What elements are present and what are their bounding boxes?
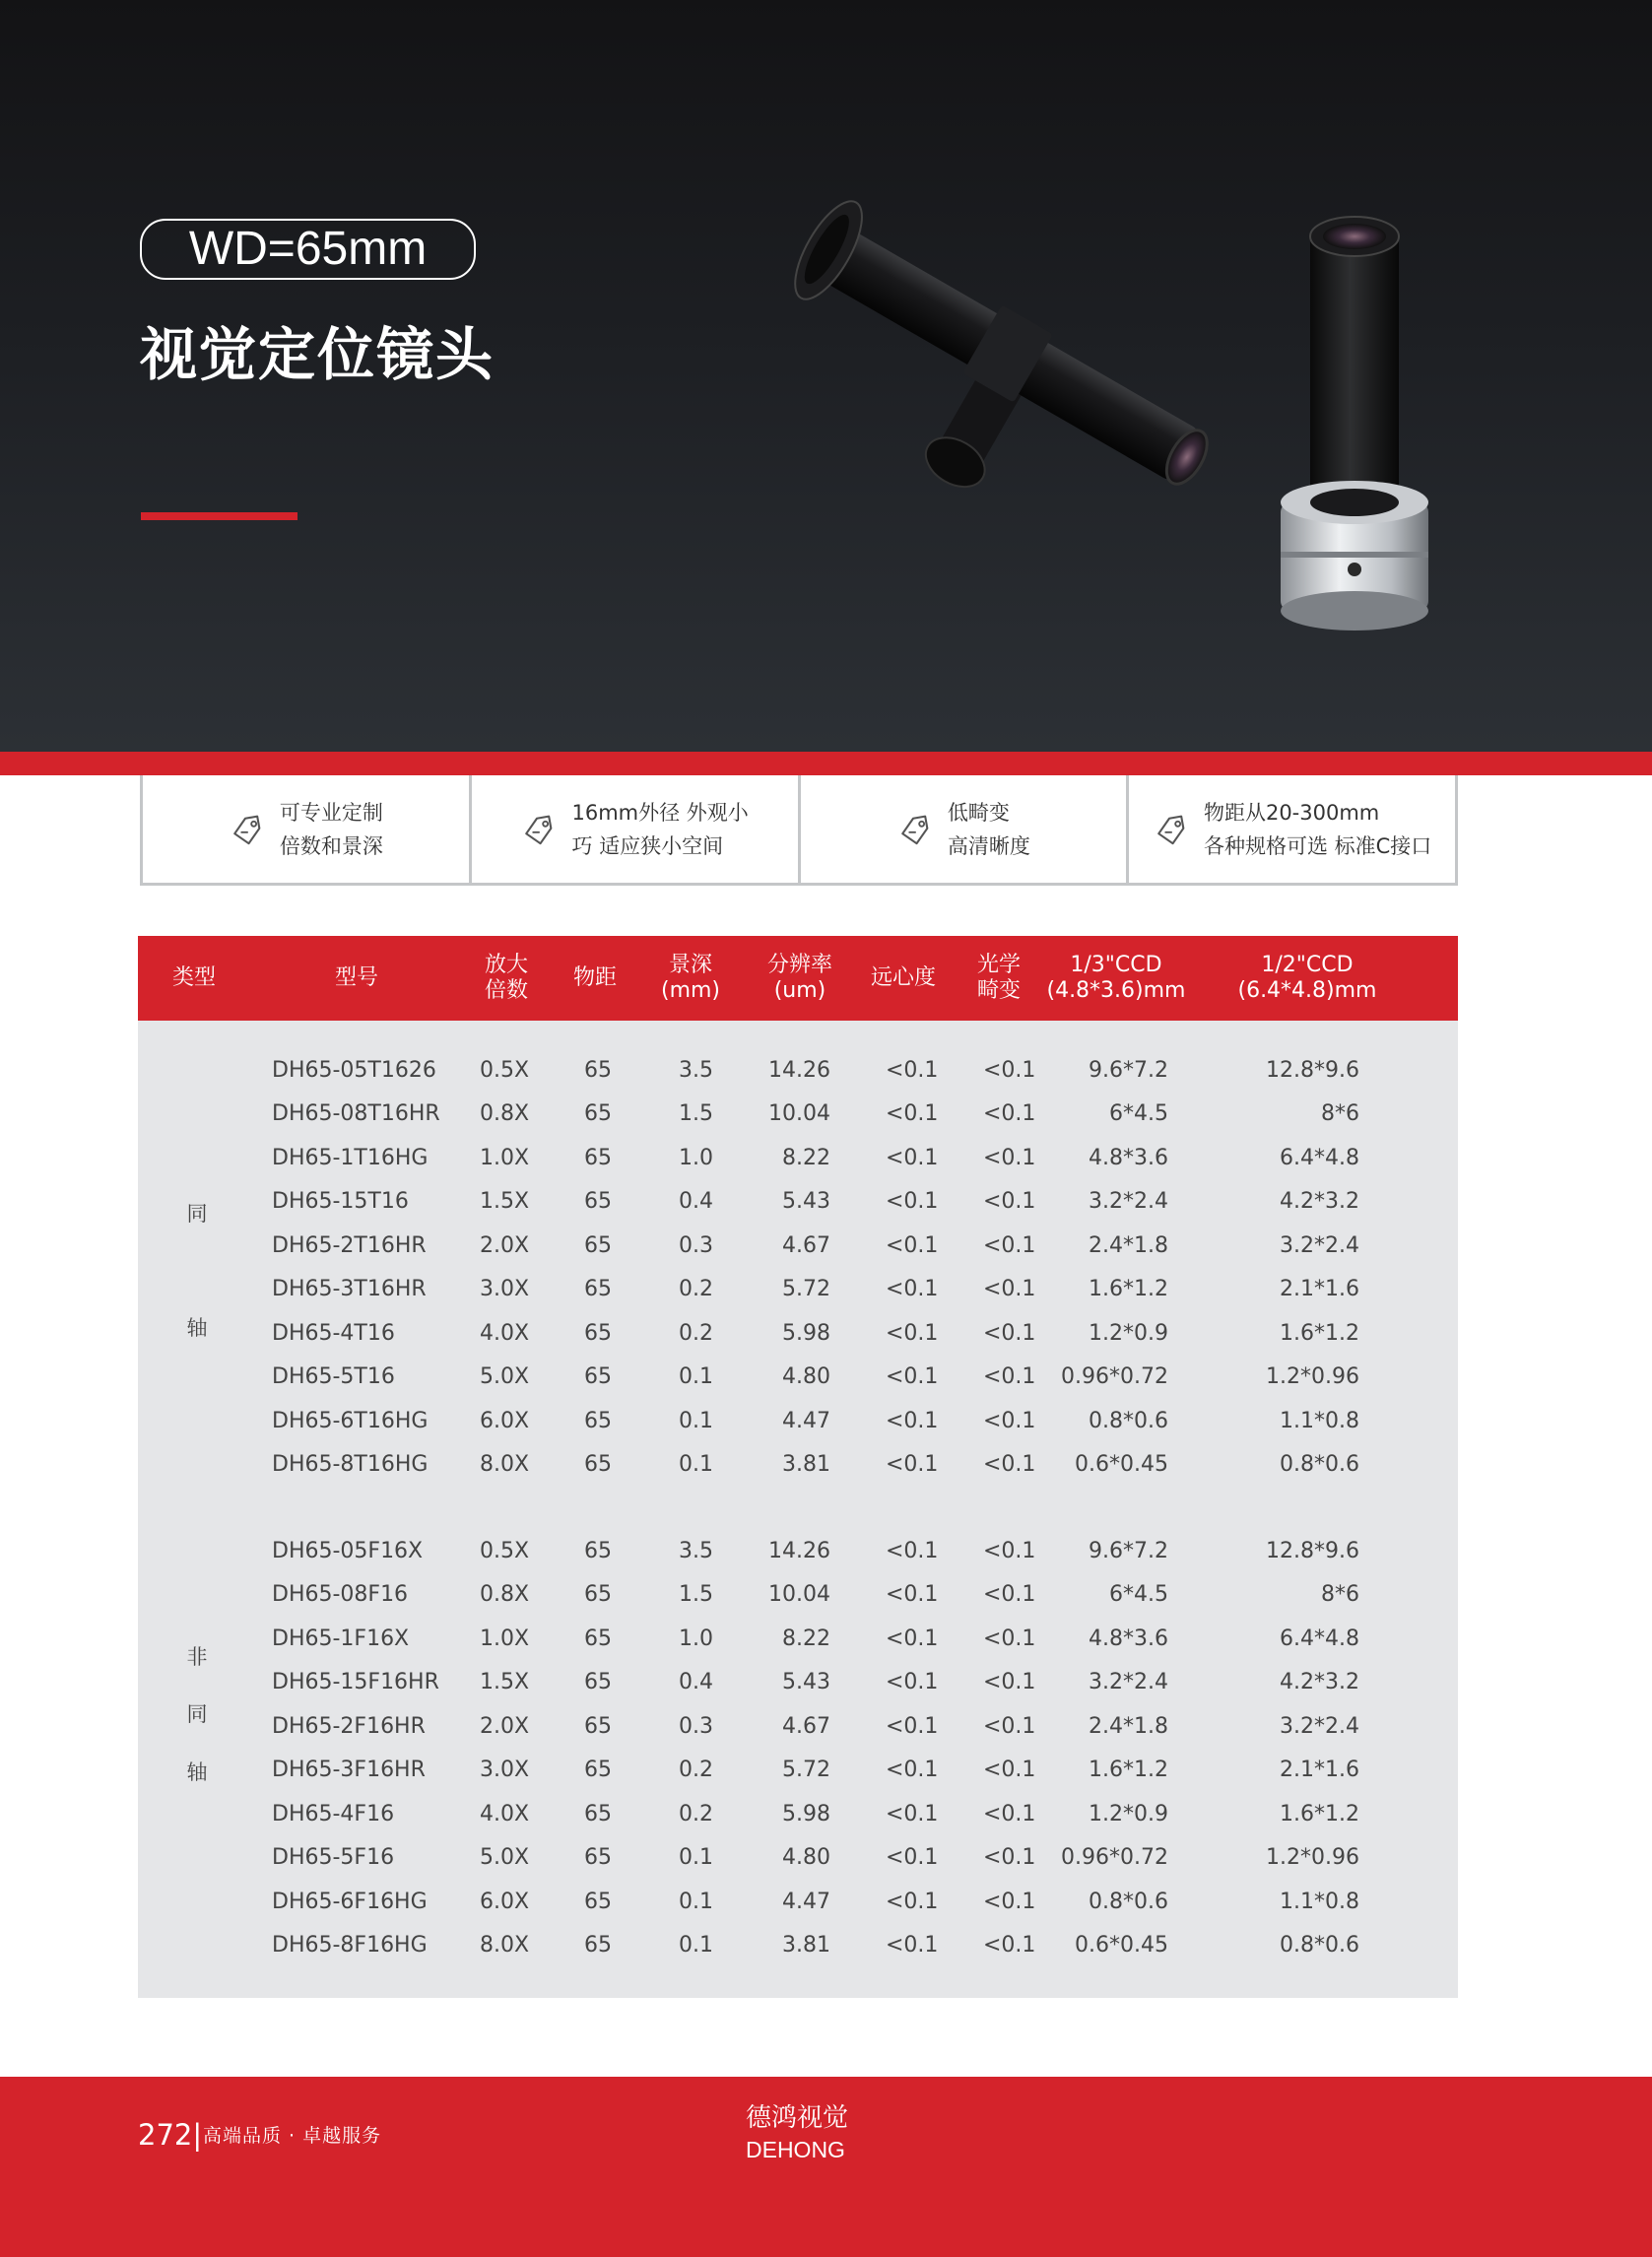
table-cell: 65 [584,1933,612,1958]
table-cell: 65 [584,1845,612,1871]
table-header [138,936,1458,1021]
table-cell: <0.1 [983,1101,1036,1127]
table-cell: <0.1 [983,1408,1036,1433]
table-cell: 9.6*7.2 [1089,1539,1168,1563]
table-cell: <0.1 [983,1845,1036,1871]
title-accent-bar [141,512,297,520]
table-cell: 65 [584,1277,612,1302]
table-cell: <0.1 [886,1452,939,1478]
table-cell: <0.1 [886,1539,939,1563]
table-cell: 1.2*0.9 [1089,1320,1168,1346]
table-cell: <0.1 [886,1101,939,1127]
table-cell: 0.1 [679,1408,713,1433]
page-title: 视觉定位镜头 [140,321,496,388]
table-cell: 5.72 [782,1277,830,1302]
table-cell: 1.5X [480,1670,530,1695]
table-cell: 1.1*0.8 [1280,1889,1359,1914]
table-cell: 0.2 [679,1277,713,1302]
table-cell: 65 [584,1058,612,1083]
table-cell: 65 [584,1801,612,1826]
table-cell: 4.67 [782,1232,830,1258]
model-cell: DH65-6T16HG [272,1408,429,1433]
table-cell: 0.8X [480,1101,530,1127]
table-cell: 6.0X [480,1408,530,1433]
table-cell: 1.2*0.96 [1266,1845,1359,1871]
model-cell: DH65-8F16HG [272,1933,428,1958]
table-cell: 10.04 [768,1101,830,1127]
table-cell: <0.1 [983,1189,1036,1215]
table-header-cell: 光学 畸变 [976,953,1021,1003]
table-cell: 65 [584,1232,612,1258]
table-cell: 1.6*1.2 [1280,1320,1359,1346]
table-cell: 1.6*1.2 [1089,1277,1168,1302]
table-cell: <0.1 [886,1933,939,1958]
page-footer [0,2077,1652,2257]
table-cell: <0.1 [983,1889,1036,1914]
table-cell: <0.1 [983,1364,1036,1390]
table-cell: 0.6*0.45 [1075,1933,1168,1958]
table-cell: <0.1 [983,1452,1036,1478]
model-cell: DH65-08F16 [272,1582,409,1608]
model-cell: DH65-5F16 [272,1845,395,1871]
table-cell: 65 [584,1539,612,1563]
table-cell: 1.6*1.2 [1280,1801,1359,1826]
table-cell: 65 [584,1713,612,1739]
table-cell: 0.3 [679,1232,713,1258]
table-cell: 2.0X [480,1232,530,1258]
table-cell: <0.1 [886,1232,939,1258]
table-header-cell: 物距 [572,965,617,990]
table-cell: 6*4.5 [1109,1101,1168,1127]
table-cell: 5.72 [782,1758,830,1783]
table-cell: <0.1 [983,1933,1036,1958]
model-cell: DH65-8T16HG [272,1452,429,1478]
type-label: 轴 [186,1316,208,1340]
table-cell: 12.8*9.6 [1266,1539,1359,1563]
table-cell: <0.1 [886,1189,939,1215]
table-cell: 65 [584,1364,612,1390]
tag-icon [896,811,934,848]
table-cell: 65 [584,1452,612,1478]
table-cell: 0.4 [679,1189,713,1215]
table-header-cell: 型号 [334,965,378,990]
table-cell: 0.8*0.6 [1280,1933,1359,1958]
table-cell: 14.26 [768,1058,830,1083]
table-cell: 4.8*3.6 [1089,1145,1168,1170]
brand-name-en: DEHONG [746,2137,845,2162]
feature-item [801,775,1130,883]
tag-icon [520,811,558,848]
model-cell: DH65-1F16X [272,1626,410,1651]
table-cell: 5.98 [782,1320,830,1346]
table-cell: 9.6*7.2 [1089,1058,1168,1083]
table-cell: 2.4*1.8 [1089,1713,1168,1739]
feature-text: 可专业定制 倍数和景深 [279,800,383,858]
table-header-cell: 分辨率 (um) [766,953,832,1003]
table-cell: <0.1 [886,1582,939,1608]
table-cell: 4.0X [480,1801,530,1826]
model-cell: DH65-3T16HR [272,1277,427,1302]
model-cell: DH65-4T16 [272,1320,395,1346]
model-cell: DH65-1T16HG [272,1145,429,1170]
table-cell: 1.0 [679,1145,713,1170]
table-cell: <0.1 [886,1058,939,1083]
feature-item [472,775,801,883]
spec-table [138,1021,1458,1998]
table-cell: 4.0X [480,1320,530,1346]
table-cell: <0.1 [983,1670,1036,1695]
table-cell: 65 [584,1408,612,1433]
table-cell: 0.8*0.6 [1280,1452,1359,1478]
table-cell: 65 [584,1670,612,1695]
table-cell: 8.22 [782,1626,830,1651]
table-cell: 3.5 [679,1058,713,1083]
table-cell: 5.0X [480,1845,530,1871]
table-cell: 1.0 [679,1626,713,1651]
table-cell: 6.0X [480,1889,530,1914]
type-label: 非 [186,1645,208,1669]
table-cell: 3.0X [480,1277,530,1302]
feature-item [143,775,472,883]
tag-icon [1153,811,1190,848]
table-cell: 0.1 [679,1452,713,1478]
table-cell: 2.1*1.6 [1280,1758,1359,1783]
table-header-cell: 远心度 [870,965,936,990]
hero-red-band [0,752,1652,775]
table-cell: 3.2*2.4 [1280,1232,1359,1258]
table-cell: <0.1 [886,1758,939,1783]
table-cell: <0.1 [886,1408,939,1433]
table-cell: 0.2 [679,1320,713,1346]
table-cell: <0.1 [983,1145,1036,1170]
table-cell: 0.96*0.72 [1061,1845,1168,1871]
model-cell: DH65-15F16HR [272,1670,439,1695]
table-cell: 8.0X [480,1933,530,1958]
table-cell: 4.2*3.2 [1280,1189,1359,1215]
table-cell: 65 [584,1145,612,1170]
table-cell: 65 [584,1101,612,1127]
table-cell: 3.2*2.4 [1089,1670,1168,1695]
table-cell: 6*4.5 [1109,1582,1168,1608]
table-cell: <0.1 [886,1889,939,1914]
table-cell: <0.1 [983,1058,1036,1083]
table-cell: <0.1 [983,1232,1036,1258]
feature-item [1129,775,1455,883]
feature-text: 16mm外径 外观小 巧 适应狭小空间 [571,800,749,858]
table-cell: 0.1 [679,1364,713,1390]
table-cell: 0.1 [679,1889,713,1914]
table-cell: 3.0X [480,1758,530,1783]
table-cell: 1.2*0.96 [1266,1364,1359,1390]
type-label: 轴 [186,1760,208,1784]
type-label: 同 [186,1202,208,1226]
table-cell: <0.1 [983,1582,1036,1608]
table-cell: 14.26 [768,1539,830,1563]
table-cell: 4.80 [782,1364,830,1390]
table-cell: 4.47 [782,1408,830,1433]
table-cell: 4.80 [782,1845,830,1871]
model-cell: DH65-05T1626 [272,1058,436,1083]
table-cell: <0.1 [886,1845,939,1871]
table-cell: 5.43 [782,1189,830,1215]
table-cell: 1.6*1.2 [1089,1758,1168,1783]
tag-icon [229,811,266,848]
table-cell: 1.0X [480,1626,530,1651]
table-cell: 3.81 [782,1933,830,1958]
model-cell: DH65-6F16HG [272,1889,428,1914]
table-cell: 0.96*0.72 [1061,1364,1168,1390]
table-cell: <0.1 [886,1713,939,1739]
table-cell: 1.5X [480,1189,530,1215]
table-cell: 8*6 [1321,1582,1359,1608]
table-cell: 65 [584,1889,612,1914]
working-distance-badge: WD=65mm [140,219,476,280]
table-cell: 4.47 [782,1889,830,1914]
table-cell: <0.1 [983,1801,1036,1826]
table-cell: 65 [584,1189,612,1215]
model-cell: DH65-2T16HR [272,1232,427,1258]
table-cell: 4.2*3.2 [1280,1670,1359,1695]
table-cell: 3.2*2.4 [1089,1189,1168,1215]
model-cell: DH65-08T16HR [272,1101,440,1127]
table-cell: 4.67 [782,1713,830,1739]
table-header-cell: 类型 [171,965,216,990]
table-cell: 6.4*4.8 [1280,1626,1359,1651]
type-label: 同 [186,1702,208,1726]
table-cell: 0.5X [480,1539,530,1563]
model-cell: DH65-5T16 [272,1364,395,1390]
model-cell: DH65-2F16HR [272,1713,426,1739]
table-cell: 2.0X [480,1713,530,1739]
table-cell: 6.4*4.8 [1280,1145,1359,1170]
table-cell: 0.8X [480,1582,530,1608]
table-cell: 8*6 [1321,1101,1359,1127]
table-cell: <0.1 [886,1364,939,1390]
brand-name-cn: 德鸿视觉 [746,2103,849,2133]
table-cell: 65 [584,1320,612,1346]
table-cell: 12.8*9.6 [1266,1058,1359,1083]
page-number: 272| [138,2118,203,2152]
table-cell: 5.43 [782,1670,830,1695]
table-header-cell: 1/3"CCD (4.8*3.6)mm [1046,953,1186,1003]
feature-strip [140,775,1458,886]
table-cell: 0.2 [679,1758,713,1783]
table-header-cell: 景深 (mm) [660,953,721,1003]
table-cell: 1.2*0.9 [1089,1801,1168,1826]
table-cell: 0.4 [679,1670,713,1695]
table-cell: 65 [584,1582,612,1608]
table-cell: 1.1*0.8 [1280,1408,1359,1433]
table-cell: <0.1 [886,1670,939,1695]
table-cell: 0.8*0.6 [1089,1408,1168,1433]
feature-text: 低畸变 高清晰度 [947,800,1030,858]
table-cell: 1.0X [480,1145,530,1170]
table-cell: <0.1 [983,1626,1036,1651]
table-cell: <0.1 [983,1758,1036,1783]
table-cell: <0.1 [886,1145,939,1170]
table-cell: 3.5 [679,1539,713,1563]
table-cell: <0.1 [886,1801,939,1826]
table-cell: 0.1 [679,1845,713,1871]
table-cell: 65 [584,1626,612,1651]
model-cell: DH65-3F16HR [272,1758,426,1783]
feature-text: 物距从20-300mm 各种规格可选 标准C接口 [1203,800,1432,858]
table-cell: 0.3 [679,1713,713,1739]
table-cell: 0.8*0.6 [1089,1889,1168,1914]
table-cell: 0.5X [480,1058,530,1083]
table-cell: 2.1*1.6 [1280,1277,1359,1302]
table-cell: 8.22 [782,1145,830,1170]
table-cell: 5.0X [480,1364,530,1390]
table-cell: 2.4*1.8 [1089,1232,1168,1258]
table-cell: <0.1 [886,1277,939,1302]
table-header-cell: 放大 倍数 [484,953,528,1003]
lens-product-image [749,197,1517,660]
table-cell: 1.5 [679,1101,713,1127]
table-cell: 65 [584,1758,612,1783]
table-cell: <0.1 [983,1539,1036,1563]
hero-banner [0,0,1652,752]
table-cell: <0.1 [983,1713,1036,1739]
table-cell: <0.1 [983,1277,1036,1302]
table-cell: 3.2*2.4 [1280,1713,1359,1739]
table-cell: 5.98 [782,1801,830,1826]
table-cell: 4.8*3.6 [1089,1626,1168,1651]
model-cell: DH65-15T16 [272,1189,409,1215]
table-cell: 0.2 [679,1801,713,1826]
table-cell: 10.04 [768,1582,830,1608]
table-cell: 8.0X [480,1452,530,1478]
table-header-cell: 1/2"CCD (6.4*4.8)mm [1237,953,1377,1003]
table-cell: 0.6*0.45 [1075,1452,1168,1478]
table-cell: 3.81 [782,1452,830,1478]
table-cell: 1.5 [679,1582,713,1608]
footer-slogan: 高端品质 · 卓越服务 [203,2125,382,2147]
table-cell: 0.1 [679,1933,713,1958]
table-cell: <0.1 [886,1626,939,1651]
table-cell: <0.1 [886,1320,939,1346]
model-cell: DH65-4F16 [272,1801,395,1826]
table-cell: <0.1 [983,1320,1036,1346]
model-cell: DH65-05F16X [272,1539,424,1563]
